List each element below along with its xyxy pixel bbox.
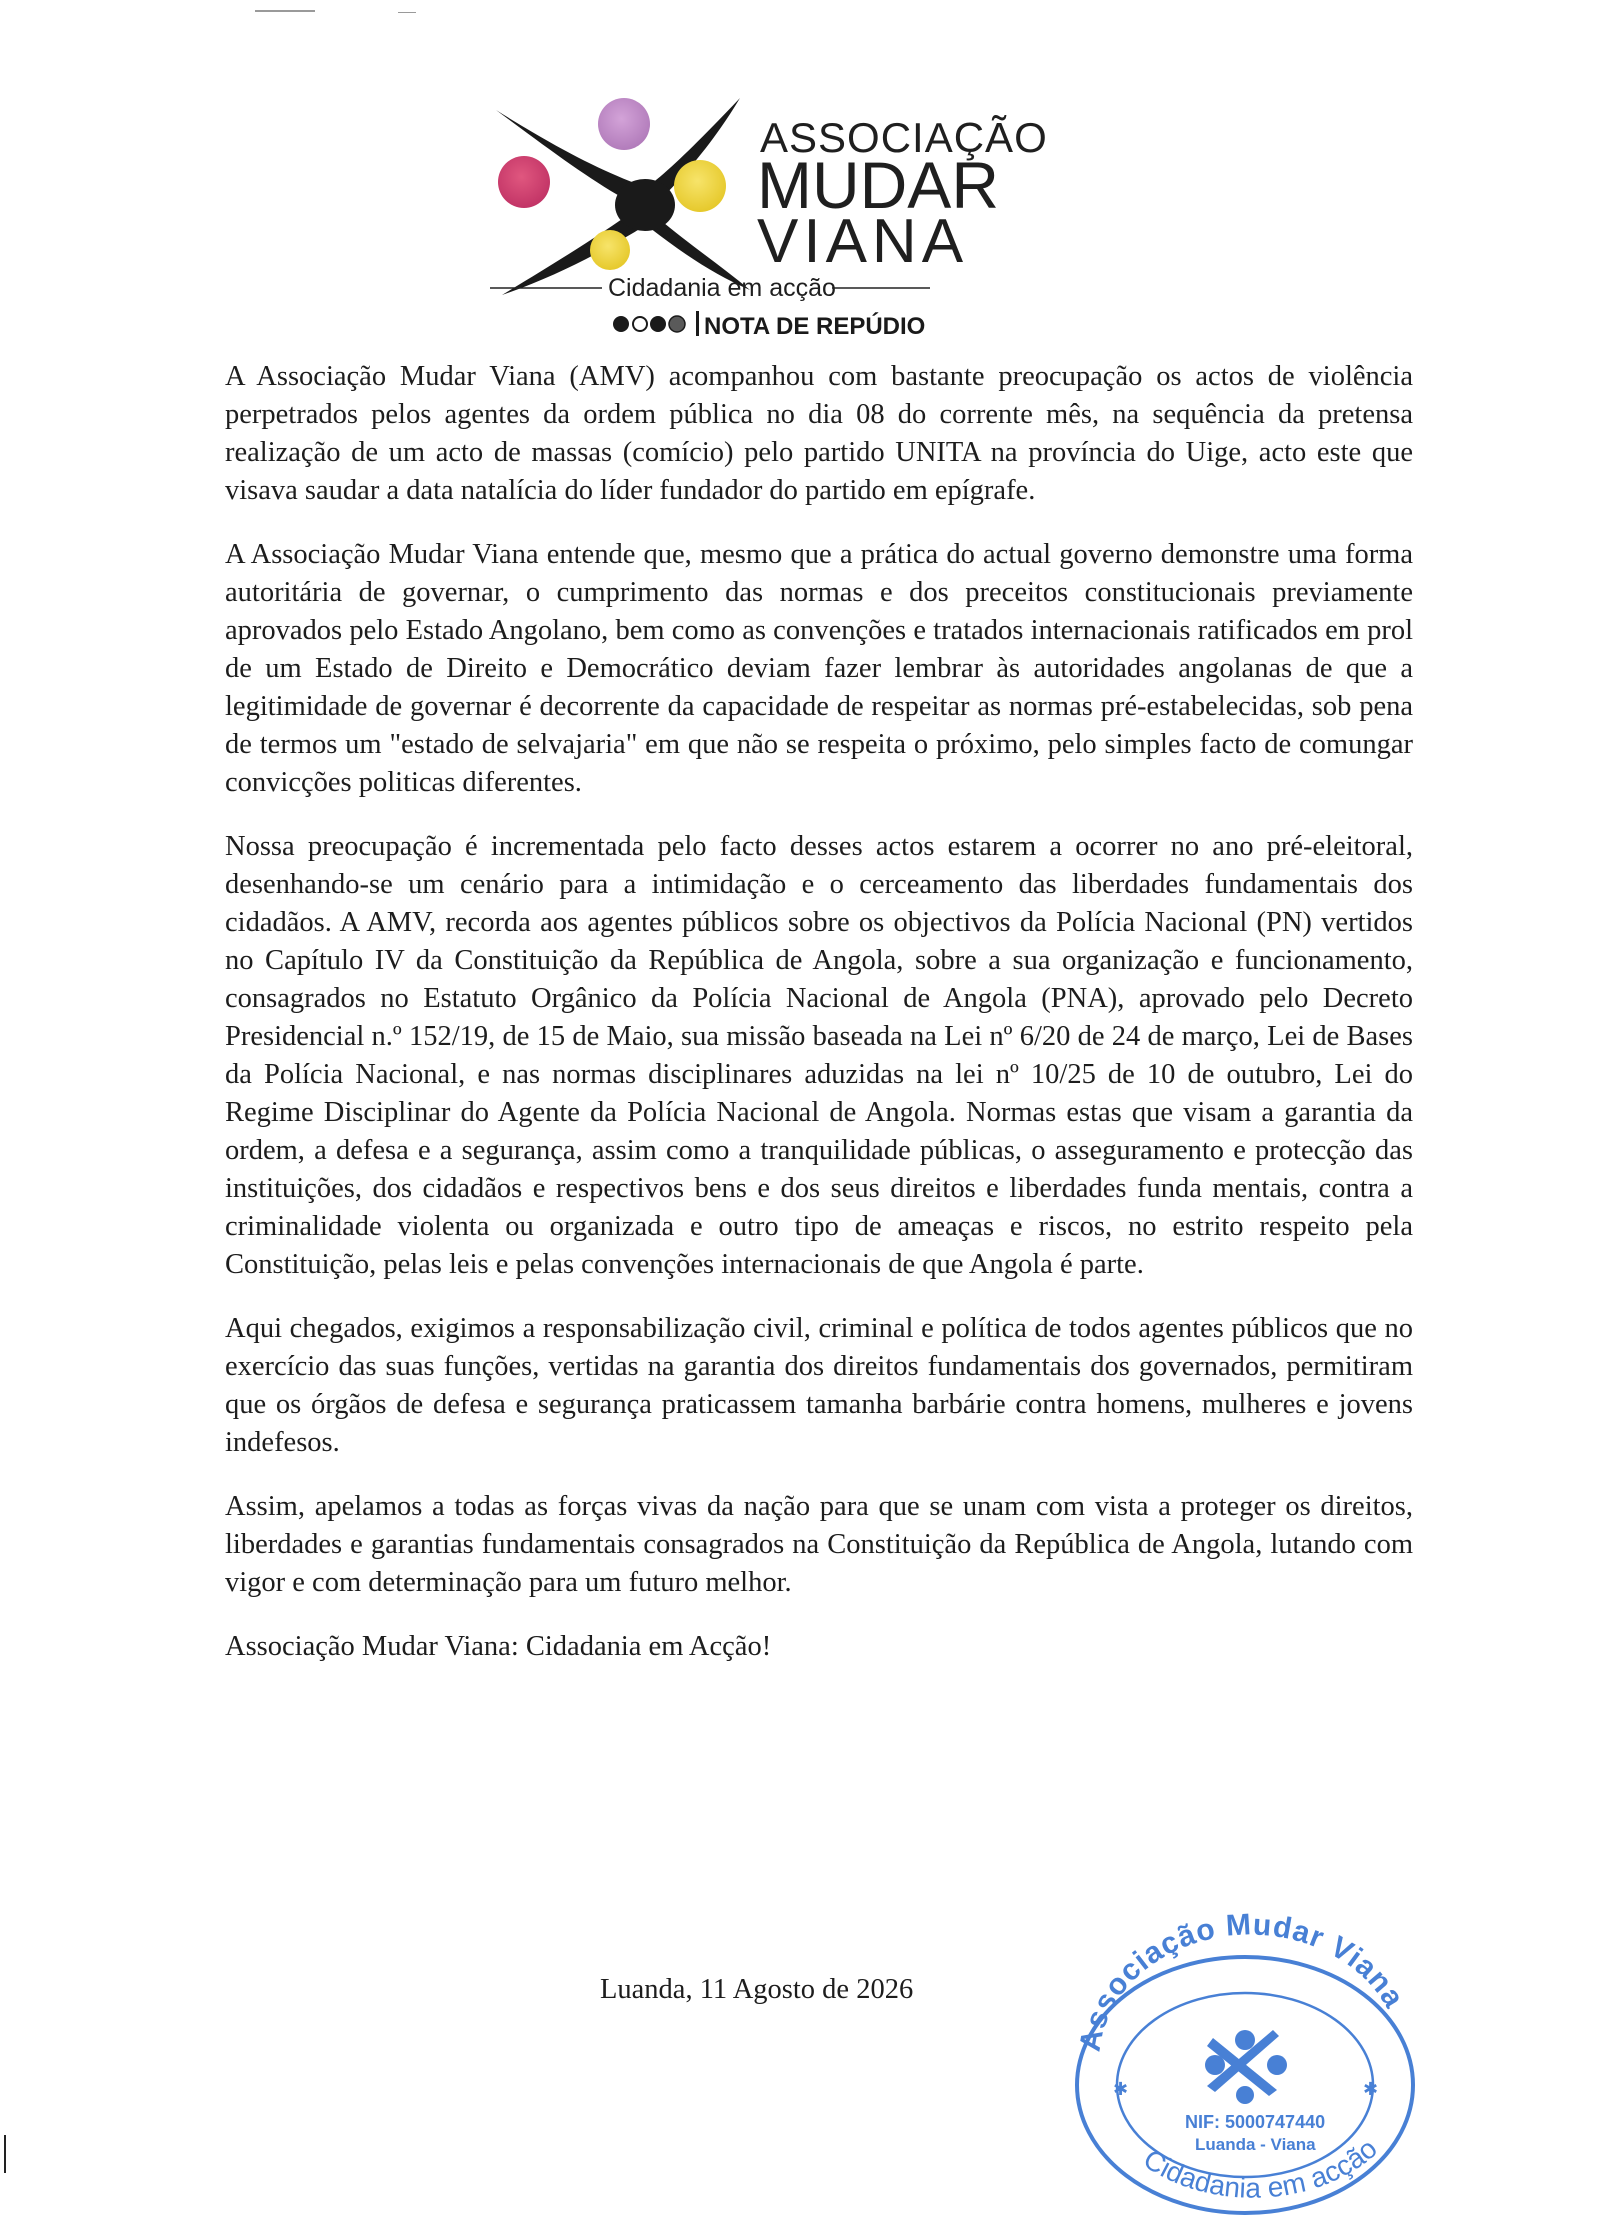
paragraph-5: Assim, apelamos a todas as forças vivas da nação para que se unam com vista a proteger os direitos, liberdades e garantias fundamentais consagrados na Constituição da República de Angola, lutando com vigor e com determinação para um futuro melhor.: [225, 1491, 1413, 1598]
tagline: Cidadania em acção: [608, 274, 836, 302]
stamp-star-right: ✱: [1363, 2079, 1379, 2100]
association-logo: [490, 90, 1100, 340]
statement-body: [225, 358, 1413, 1692]
scan-artifact-top-right: [398, 12, 416, 13]
paragraph-1: A Associação Mudar Viana (AMV) acompanhou com bastante preocupação os actos de violência perpetrados pelos agentes da ordem pública no dia 08 do corrente mês, na sequência da pretensa realização de um acto de massas (comício) pelo partido UNITA na província do Uige, acto este que visava saudar a data natalícia do líder fundador do partido em epígrafe.: [225, 361, 1413, 506]
document-type-bar: [696, 311, 699, 336]
logo-text-associacao: ASSOCIAÇÃO: [760, 114, 1048, 161]
logo-lilac-dot: [598, 98, 650, 150]
stamp-top-text: Associação Mudar Viana: [1073, 1908, 1411, 2054]
logo-yellow-dot-right: [674, 160, 726, 212]
scan-artifact-top: [255, 10, 315, 12]
paragraph-4: Aqui chegados, exigimos a responsabilização civil, criminal e política de todos agentes públicos que no exercício das suas funções, vertidas na garantia dos direitos fundamentais dos governados, permitiram que os órgãos de defesa e segurança praticassem tamanha barbárie contra homens, mulheres e jovens indefesos.: [225, 1313, 1413, 1458]
document-type: NOTA DE REPÚDIO: [704, 313, 926, 340]
stamp-nif: NIF: 5000747440: [1185, 2112, 1326, 2132]
logo-magenta-dot: [498, 156, 550, 208]
logo-yellow-dot-bottom: [590, 230, 630, 270]
paragraph-2: A Associação Mudar Viana entende que, mesmo que a prática do actual governo demonstre uma forma autoritária de governar, o cumprimento das normas e dos preceitos constitucionais previamente aprovados pelo Estado Angolano, bem como as convenções e tratados internacionais ratificados em prol de um Estado de Direito e Democrático deviam fazer lembrar às autoridades angolanas de que a legitimidade de governar é decorrente da capacidade de respeitar as normas pré-estabelecidas, sob pena de termos um "estado de selvajaria" em que não se respeita o próximo, pelo simples facto de comungar convicções politicas diferentes.: [225, 539, 1413, 798]
organization-stamp: [1055, 1900, 1435, 2230]
closing-line: Associação Mudar Viana: Cidadania em Acção!: [225, 1631, 772, 1662]
stamp-emblem: [1205, 2030, 1287, 2104]
stamp-star-left: ✱: [1113, 2079, 1129, 2100]
document-type-dots: [613, 316, 685, 332]
scan-artifact-left: [4, 2135, 6, 2173]
logo-text-mudar: MUDAR: [757, 148, 999, 222]
logo-text-viana: VIANA: [757, 207, 969, 276]
stamp-location: Luanda - Viana: [1195, 2135, 1316, 2154]
paragraph-3: Nossa preocupação é incrementada pelo facto desses actos estarem a ocorrer no ano pré-eleitoral, desenhando-se um cenário para a intimidação e o cerceamento das liberdades fundamentais dos cidadãos. A AMV, recorda aos agentes públicos sobre os objectivos da Polícia Nacional (PN) vertidos no Capítulo IV da Constituição da República de Angola, sobre a sua organização e funcionamento, consagrados no Estatuto Orgânico da Polícia Nacional de Angola (PNA), aprovado pelo Decreto Presidencial n.º 152/19, de 15 de Maio, sua missão baseada na Lei nº 6/20 de 24 de março, Lei de Bases da Polícia Nacional, e nas normas disciplinares aduzidas na lei nº 10/25 de 10 de outubro, Lei do Regime Disciplinar do Agente da Polícia Nacional de Angola. Normas estas que visam a garantia da ordem, a defesa e a segurança, assim como a tranquilidade públicas, o asseguramento e protecção das instituições, dos cidadãos e respectivos bens e dos seus direitos e liberdades funda mentais, contra a criminalidade violenta ou organizada e outro tipo de ameaças e riscos, no estrito respeito pela Constituição, pelas leis e pelas convenções internacionais de que Angola é parte.: [225, 831, 1413, 1280]
place-date: Luanda, 11 Agosto de 2026: [600, 1974, 914, 2005]
stamp-bottom-text: Cidadania em acção: [1138, 2132, 1383, 2204]
